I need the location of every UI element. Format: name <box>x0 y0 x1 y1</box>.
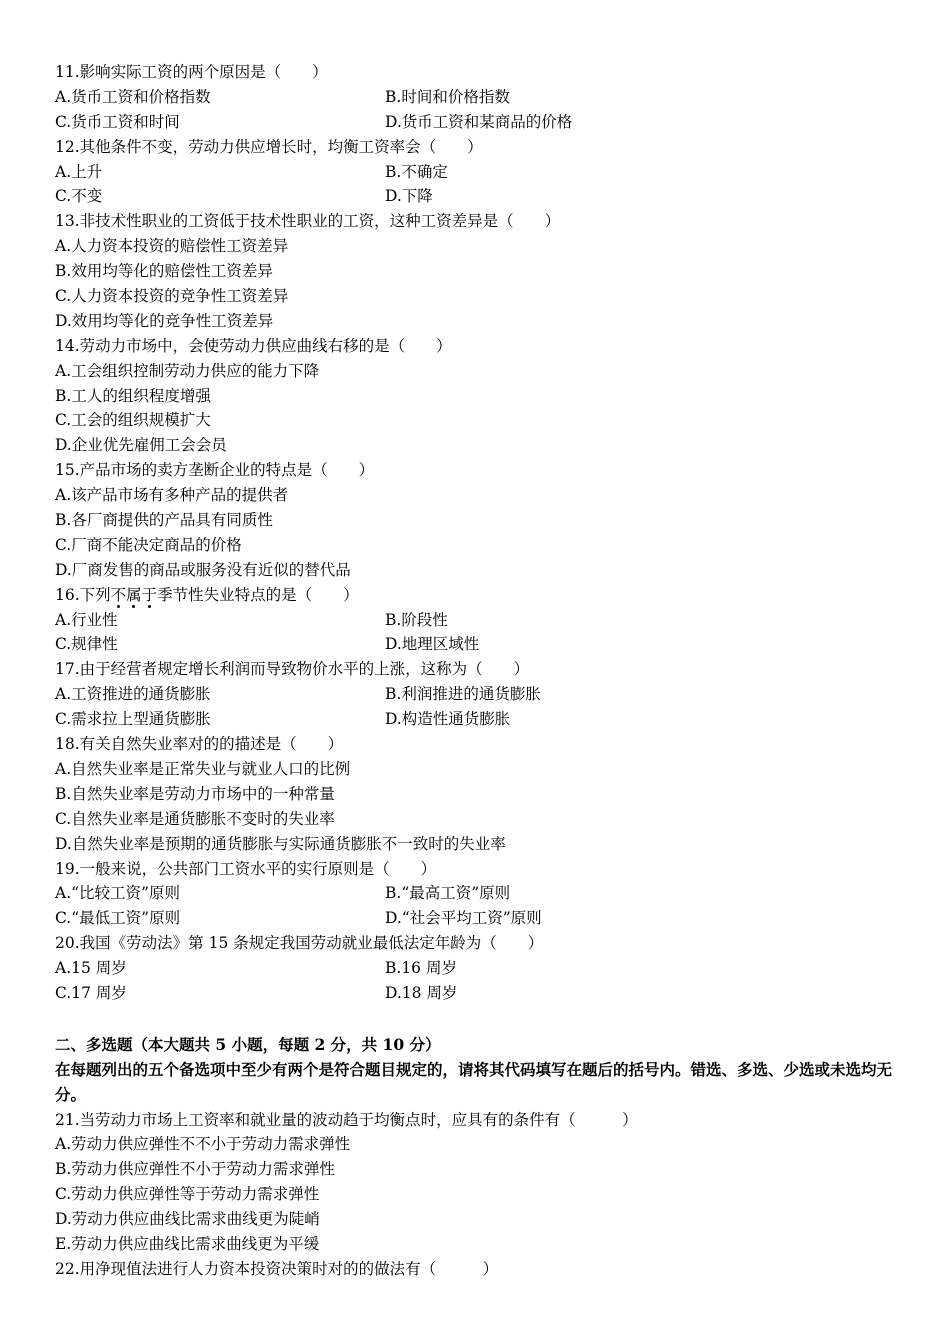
answer-option: B.效用均等化的赔偿性工资差异 <box>55 262 273 281</box>
answer-option: E.劳动力供应曲线比需求曲线更为平缓 <box>55 1235 320 1253</box>
question-stem: 18.有关自然失业率对的的描述是（ ） <box>55 735 344 754</box>
question-stem: 12.其他条件不变，劳动力供应增长时，均衡工资率会（ ） <box>55 137 483 156</box>
answer-option: B.16 周岁 <box>385 959 457 978</box>
option-row <box>55 707 905 732</box>
question-stem: 20.我国《劳动法》第 15 条规定我国劳动就业最低法定年龄为（ ） <box>55 934 544 953</box>
option-row <box>55 881 905 906</box>
answer-option: D.劳动力供应曲线比需求曲线更为陡峭 <box>55 1210 320 1229</box>
answer-option: D.效用均等化的竞争性工资差异 <box>55 311 274 330</box>
answer-option: A.行业性 <box>55 610 118 629</box>
option-row <box>55 608 905 633</box>
question-stem: 11.影响实际工资的两个原因是（ ） <box>55 63 328 81</box>
multi-choice-section <box>55 1108 905 1282</box>
answer-option: A.15 周岁 <box>55 959 127 978</box>
answer-option: B.各厂商提供的产品具有同质性 <box>55 511 273 530</box>
option-row <box>55 956 905 981</box>
question-stem: 22.用净现值法进行人力资本投资决策时对的的做法有（ ） <box>55 1259 499 1278</box>
answer-option: A.货币工资和价格指数 <box>55 87 211 106</box>
question-stem: 16.下列不属于 季节性失业特点的是（ ） <box>55 583 905 608</box>
answer-option: A.自然失业率是正常失业与就业人口的比例 <box>55 759 351 778</box>
answer-option: C.17 周岁 <box>55 983 127 1002</box>
answer-option: D.构造性通货膨胀 <box>385 710 511 729</box>
answer-option: D.18 周岁 <box>385 983 458 1002</box>
answer-option: A.劳动力供应弹性不不小于劳动力需求弹性 <box>55 1135 351 1154</box>
answer-option: A.工会组织控制劳动力供应的能力下降 <box>55 361 320 380</box>
option-row <box>55 981 905 1006</box>
section-instruction: 在每题列出的五个备选项中至少有两个是符合题目规定的，请将其代码填写在题后的括号内。错选、多选、少选或未选均无分。 <box>55 1059 893 1104</box>
section-title: 二、多选题（本大题共 5 小题，每题 2 分，共 10 分） <box>55 1034 441 1054</box>
answer-option: C.人力资本投资的竞争性工资差异 <box>55 287 289 306</box>
question-stem: 15.产品市场的卖方垄断企业的特点是（ ） <box>55 461 375 480</box>
answer-option: D.厂商发售的商品或服务没有近似的替代品 <box>55 560 351 579</box>
single-choice-section <box>55 60 905 1006</box>
answer-option: C.“最低工资”原则 <box>55 909 181 928</box>
answer-option: A.人力资本投资的赔偿性工资差异 <box>55 237 289 256</box>
answer-option: D.自然失业率是预期的通货膨胀与实际通货膨胀不一致时的失业率 <box>55 834 506 853</box>
answer-option: D.企业优先雇佣工会会员 <box>55 436 227 455</box>
option-row <box>55 160 905 185</box>
answer-option: C.自然失业率是通货膨胀不变时的失业率 <box>55 809 335 828</box>
answer-option: D.地理区域性 <box>385 635 480 654</box>
option-row <box>55 906 905 931</box>
option-row <box>55 632 905 657</box>
question-stem: 17.由于经营者规定增长利润而导致物价水平的上涨，这称为（ ） <box>55 660 530 679</box>
emphasis-mark: 不属于 <box>111 586 158 604</box>
answer-option: B.自然失业率是劳动力市场中的一种常量 <box>55 784 335 803</box>
answer-option: D.货币工资和某商品的价格 <box>385 112 573 131</box>
answer-option: B.工人的组织程度增强 <box>55 386 211 405</box>
answer-option: D.下降 <box>385 187 433 206</box>
option-row <box>55 85 905 110</box>
answer-option: B.利润推进的通货膨胀 <box>385 685 541 704</box>
answer-option: A.上升 <box>55 162 103 181</box>
answer-option: C.需求拉上型通货膨胀 <box>55 710 211 729</box>
option-row <box>55 110 905 135</box>
answer-option: A.工资推进的通货膨胀 <box>55 685 211 704</box>
answer-option: B.劳动力供应弹性不小于劳动力需求弹性 <box>55 1160 335 1179</box>
question-stem: 21.当劳动力市场上工资率和就业量的波动趋于均衡点时，应具有的条件有（ ） <box>55 1110 638 1129</box>
answer-option: A.“比较工资”原则 <box>55 884 180 903</box>
answer-option: C.厂商不能决定商品的价格 <box>55 535 242 554</box>
answer-option: B.时间和价格指数 <box>385 87 510 106</box>
section-gap <box>55 1006 905 1033</box>
answer-option: B.不确定 <box>385 162 448 181</box>
answer-option: B.阶段性 <box>385 610 448 629</box>
answer-option: D.“社会平均工资”原则 <box>385 909 542 928</box>
question-stem: 13.非技术性职业的工资低于技术性职业的工资，这种工资差异是（ ） <box>55 212 561 231</box>
question-stem: 14.劳动力市场中，会使劳动力供应曲线右移的是（ ） <box>55 336 452 355</box>
option-row <box>55 184 905 209</box>
answer-option: B.“最高工资”原则 <box>385 884 511 903</box>
option-row <box>55 682 905 707</box>
answer-option: C.工会的组织规模扩大 <box>55 411 211 430</box>
exam-page <box>55 60 905 1282</box>
answer-option: C.劳动力供应弹性等于劳动力需求弹性 <box>55 1185 320 1204</box>
answer-option: C.货币工资和时间 <box>55 112 180 131</box>
answer-option: C.不变 <box>55 187 103 206</box>
answer-option: A.该产品市场有多种产品的提供者 <box>55 486 289 505</box>
answer-option: C.规律性 <box>55 635 118 654</box>
question-stem: 19.一般来说，公共部门工资水平的实行原则是（ ） <box>55 859 437 878</box>
